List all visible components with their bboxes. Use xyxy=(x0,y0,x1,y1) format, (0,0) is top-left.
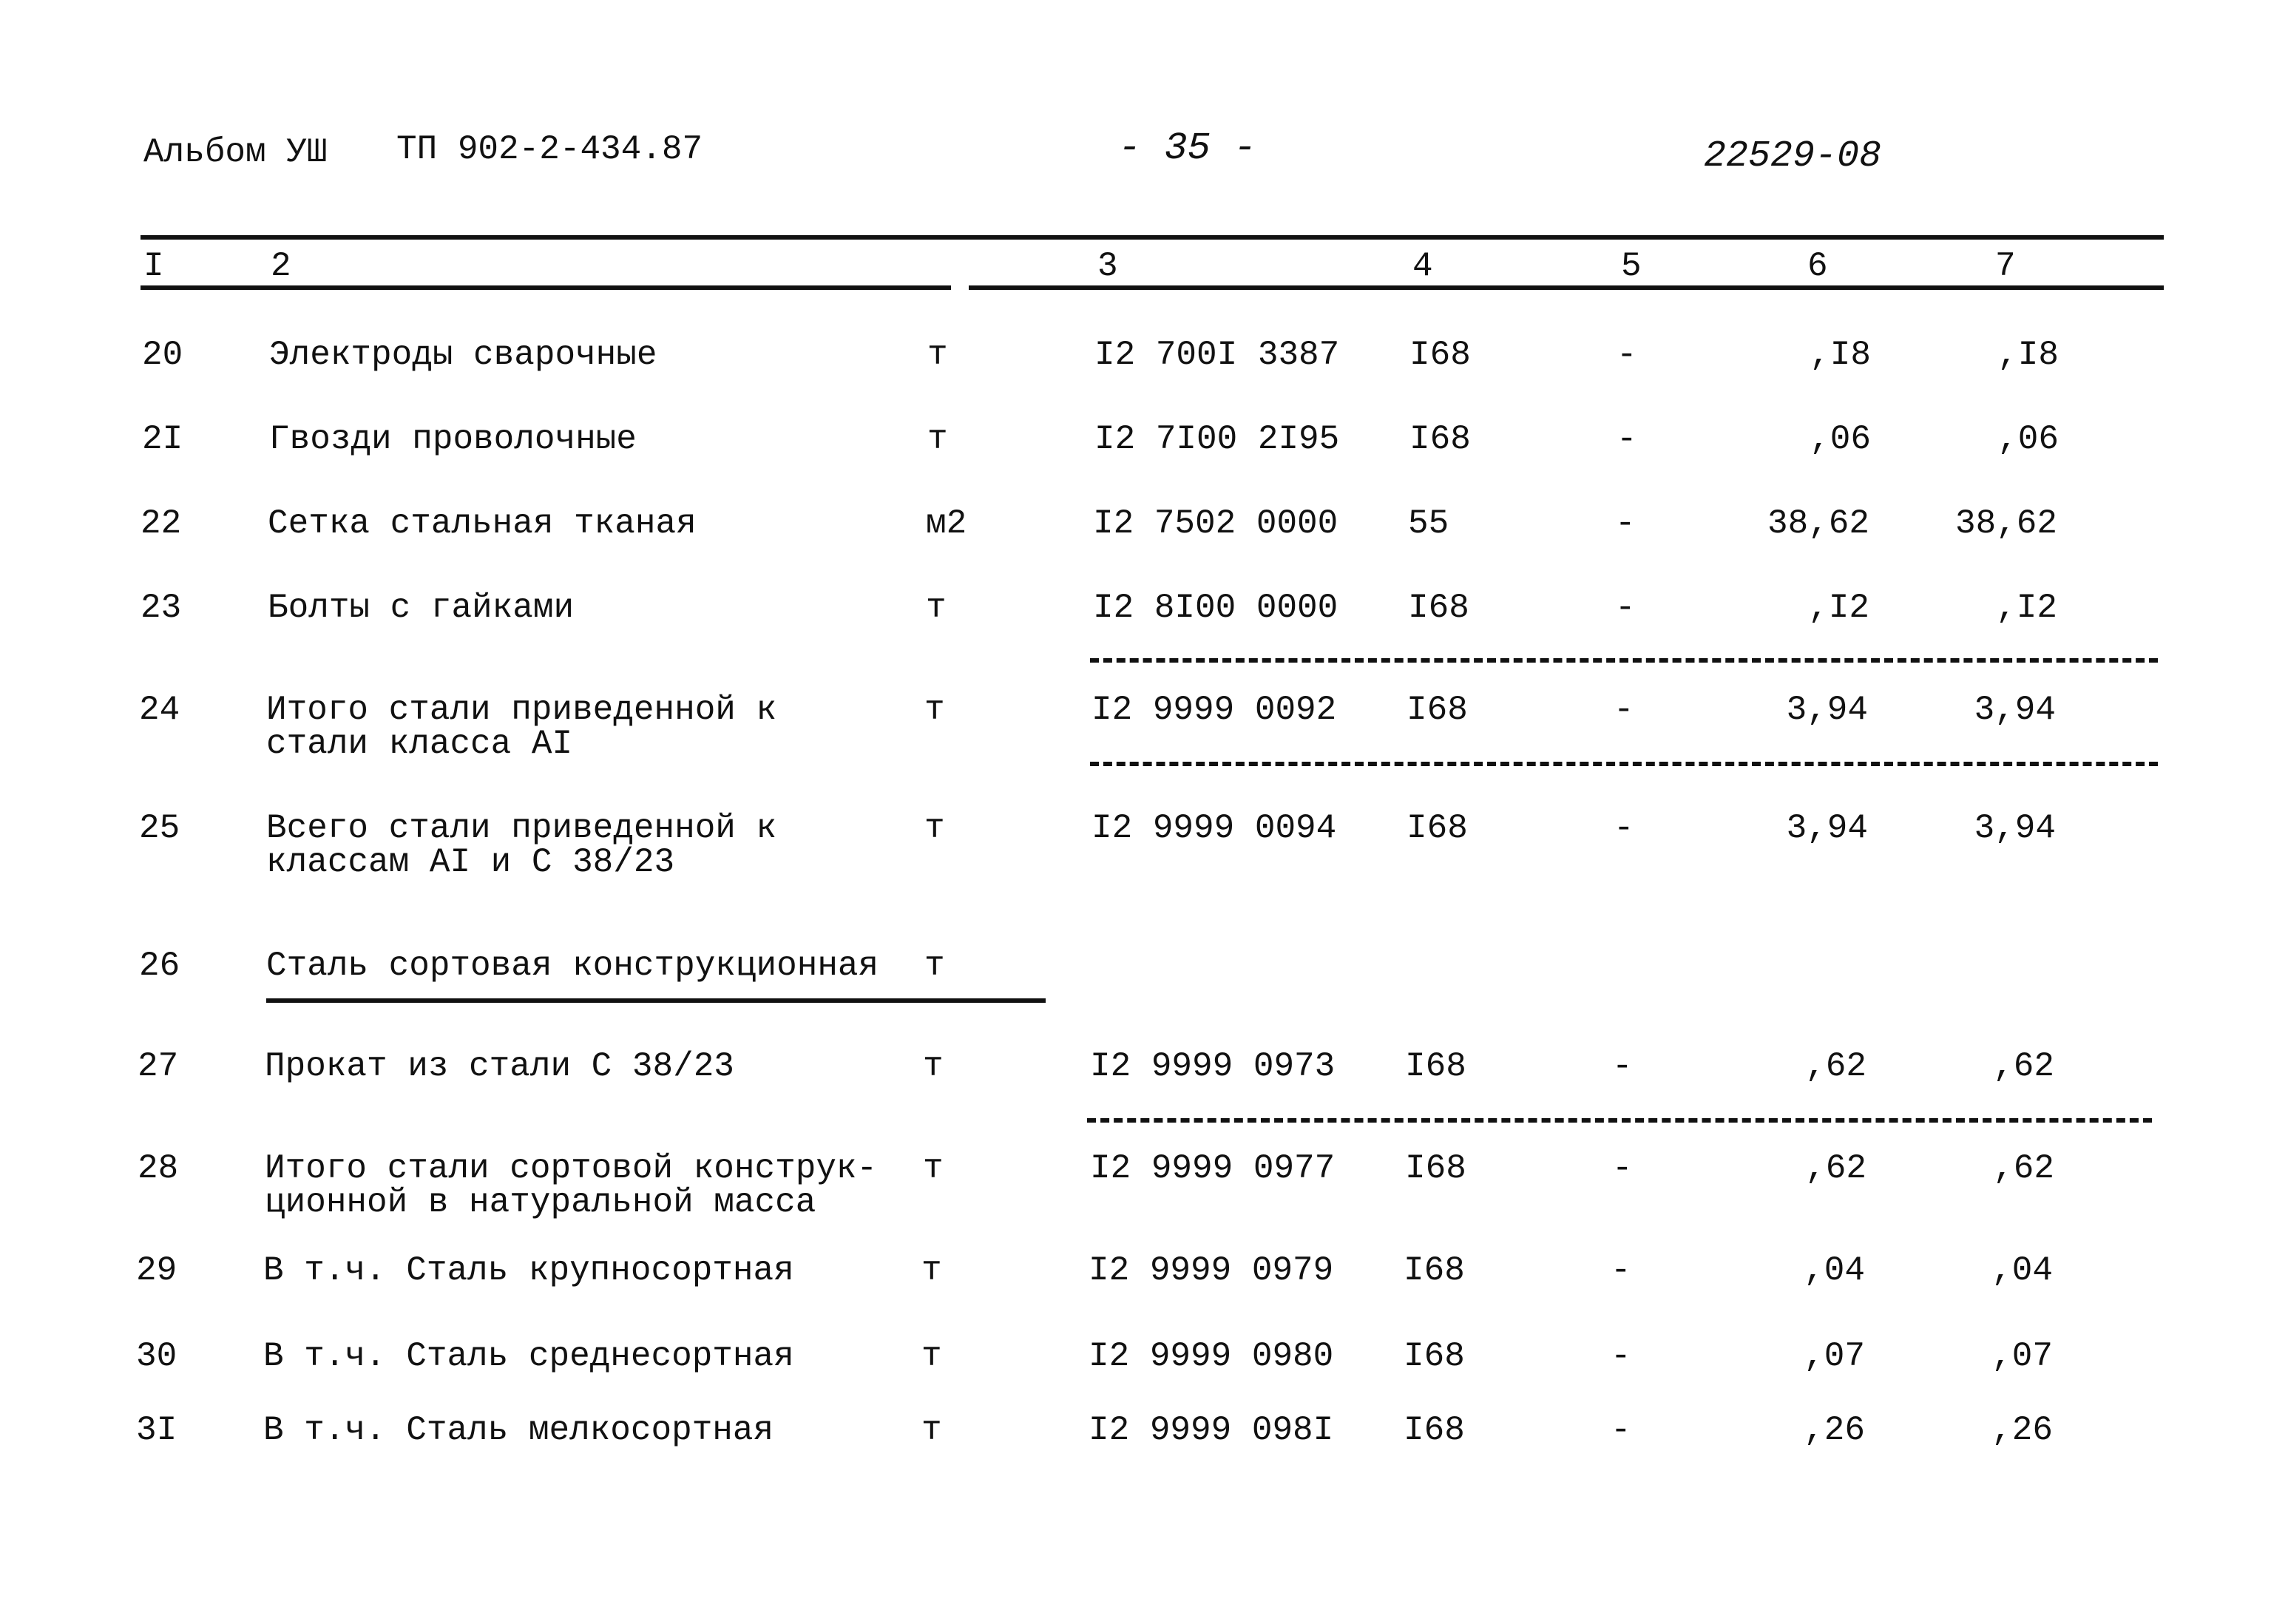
section-underline xyxy=(266,998,1046,1003)
row-number: 28 xyxy=(138,1149,179,1188)
item-name: Всего стали приведенной к xyxy=(266,809,777,847)
column-header-2: 2 xyxy=(271,247,291,285)
column-6-value: ,26 xyxy=(1804,1411,1865,1449)
item-code: I2 8I00 0000 xyxy=(1093,589,1338,627)
column-6-value: ,07 xyxy=(1804,1337,1865,1376)
column-6-value: ,I2 xyxy=(1808,589,1869,627)
item-name: В т.ч. Сталь среднесортная xyxy=(263,1337,794,1376)
column-5-value: - xyxy=(1617,420,1637,459)
item-code: I2 7I00 2I95 xyxy=(1094,420,1340,459)
unit: т xyxy=(927,420,948,459)
row-separator-dashed xyxy=(1090,762,2158,766)
column-6-value: 38,62 xyxy=(1767,504,1869,543)
item-name: стали класса AI xyxy=(266,725,573,763)
row-number: 29 xyxy=(136,1251,177,1290)
item-code: I2 9999 098I xyxy=(1089,1411,1334,1449)
header-bottom-rule-right xyxy=(969,285,2164,290)
row-number: 26 xyxy=(139,947,180,985)
column-4-value: I68 xyxy=(1409,420,1471,459)
item-code: I2 700I 3387 xyxy=(1094,336,1340,374)
column-5-value: - xyxy=(1617,336,1637,374)
row-number: 30 xyxy=(136,1337,177,1376)
column-5-value: - xyxy=(1615,504,1636,543)
column-4-value: I68 xyxy=(1404,1337,1465,1376)
item-code: I2 9999 0980 xyxy=(1089,1337,1334,1376)
row-number: 27 xyxy=(138,1047,179,1086)
row-number: 20 xyxy=(142,336,183,374)
item-name: Сетка стальная тканая xyxy=(268,504,697,543)
row-number: 25 xyxy=(139,809,180,847)
column-7-value: ,I2 xyxy=(1996,589,2057,627)
column-5-value: - xyxy=(1611,1337,1631,1376)
column-6-value: ,04 xyxy=(1804,1251,1865,1290)
item-name: Сталь сортовая конструкционная xyxy=(266,947,879,985)
unit: т xyxy=(921,1251,942,1290)
doc-number: 22529-08 xyxy=(1704,135,1882,177)
item-name: Итого стали приведенной к xyxy=(266,691,777,729)
column-4-value: 55 xyxy=(1408,504,1449,543)
column-6-value: ,62 xyxy=(1805,1149,1866,1188)
unit: т xyxy=(927,336,948,374)
item-name: Болты с гайками xyxy=(268,589,575,627)
column-5-value: - xyxy=(1611,1251,1631,1290)
column-7-value: 38,62 xyxy=(1954,504,2057,543)
row-separator-dashed xyxy=(1090,658,2158,663)
unit: т xyxy=(924,809,945,847)
column-5-value: - xyxy=(1615,589,1636,627)
page-number: - 35 - xyxy=(1118,126,1257,170)
column-header-5: 5 xyxy=(1621,247,1642,285)
unit: т xyxy=(921,1337,942,1376)
column-4-value: I68 xyxy=(1407,809,1468,847)
column-4-value: I68 xyxy=(1404,1251,1465,1290)
item-code: I2 9999 0979 xyxy=(1089,1251,1334,1290)
item-code: I2 9999 0973 xyxy=(1090,1047,1336,1086)
column-7-value: 3,94 xyxy=(1974,691,2056,729)
column-6-value: ,06 xyxy=(1810,420,1871,459)
row-number: 3I xyxy=(136,1411,177,1449)
column-6-value: 3,94 xyxy=(1786,691,1868,729)
item-name: Гвозди проволочные xyxy=(269,420,637,459)
unit: т xyxy=(926,589,947,627)
column-header-4: 4 xyxy=(1412,247,1433,285)
column-5-value: - xyxy=(1614,691,1634,729)
item-code: I2 7502 0000 xyxy=(1093,504,1338,543)
unit: т xyxy=(921,1411,942,1449)
column-4-value: I68 xyxy=(1404,1411,1465,1449)
table-top-rule xyxy=(141,235,2164,240)
row-number: 24 xyxy=(139,691,180,729)
column-5-value: - xyxy=(1612,1047,1633,1086)
row-number: 23 xyxy=(141,589,182,627)
column-6-value: ,I8 xyxy=(1810,336,1871,374)
column-header-7: 7 xyxy=(1995,247,2016,285)
column-5-value: - xyxy=(1614,809,1634,847)
column-4-value: I68 xyxy=(1409,336,1471,374)
project-number: ТП 902-2-434.87 xyxy=(396,130,703,169)
column-header-1: I xyxy=(143,247,164,285)
unit: т xyxy=(923,1047,944,1086)
column-5-value: - xyxy=(1611,1411,1631,1449)
column-4-value: I68 xyxy=(1405,1149,1466,1188)
item-code: I2 9999 0094 xyxy=(1091,809,1337,847)
item-name: В т.ч. Сталь крупносортная xyxy=(263,1251,794,1290)
header-bottom-rule-left xyxy=(141,285,951,290)
column-7-value: ,07 xyxy=(1991,1337,2053,1376)
item-name: Прокат из стали С 38/23 xyxy=(265,1047,734,1086)
item-name: Электроды сварочные xyxy=(269,336,657,374)
item-name: Итого стали сортовой конструк- xyxy=(265,1149,878,1188)
column-7-value: ,06 xyxy=(1997,420,2059,459)
column-4-value: I68 xyxy=(1407,691,1468,729)
column-6-value: ,62 xyxy=(1805,1047,1866,1086)
column-7-value: ,62 xyxy=(1993,1149,2054,1188)
column-7-value: ,I8 xyxy=(1997,336,2059,374)
item-name: В т.ч. Сталь мелкосортная xyxy=(263,1411,774,1449)
unit: м2 xyxy=(926,504,967,543)
item-name: классам AI и С 38/23 xyxy=(266,843,675,882)
column-7-value: ,26 xyxy=(1991,1411,2053,1449)
column-7-value: ,62 xyxy=(1993,1047,2054,1086)
column-header-6: 6 xyxy=(1807,247,1828,285)
row-number: 2I xyxy=(142,420,183,459)
row-separator-dashed xyxy=(1087,1118,2152,1123)
row-number: 22 xyxy=(141,504,182,543)
column-4-value: I68 xyxy=(1405,1047,1466,1086)
column-5-value: - xyxy=(1612,1149,1633,1188)
column-4-value: I68 xyxy=(1408,589,1469,627)
column-7-value: ,04 xyxy=(1991,1251,2053,1290)
column-7-value: 3,94 xyxy=(1974,809,2056,847)
unit: т xyxy=(924,947,945,985)
item-code: I2 9999 0977 xyxy=(1090,1149,1336,1188)
item-name: ционной в натуральной масса xyxy=(265,1183,816,1222)
album-label: Альбом УШ xyxy=(143,133,328,172)
column-6-value: 3,94 xyxy=(1786,809,1868,847)
unit: т xyxy=(923,1149,944,1188)
unit: т xyxy=(924,691,945,729)
column-header-3: 3 xyxy=(1097,247,1118,285)
item-code: I2 9999 0092 xyxy=(1091,691,1337,729)
